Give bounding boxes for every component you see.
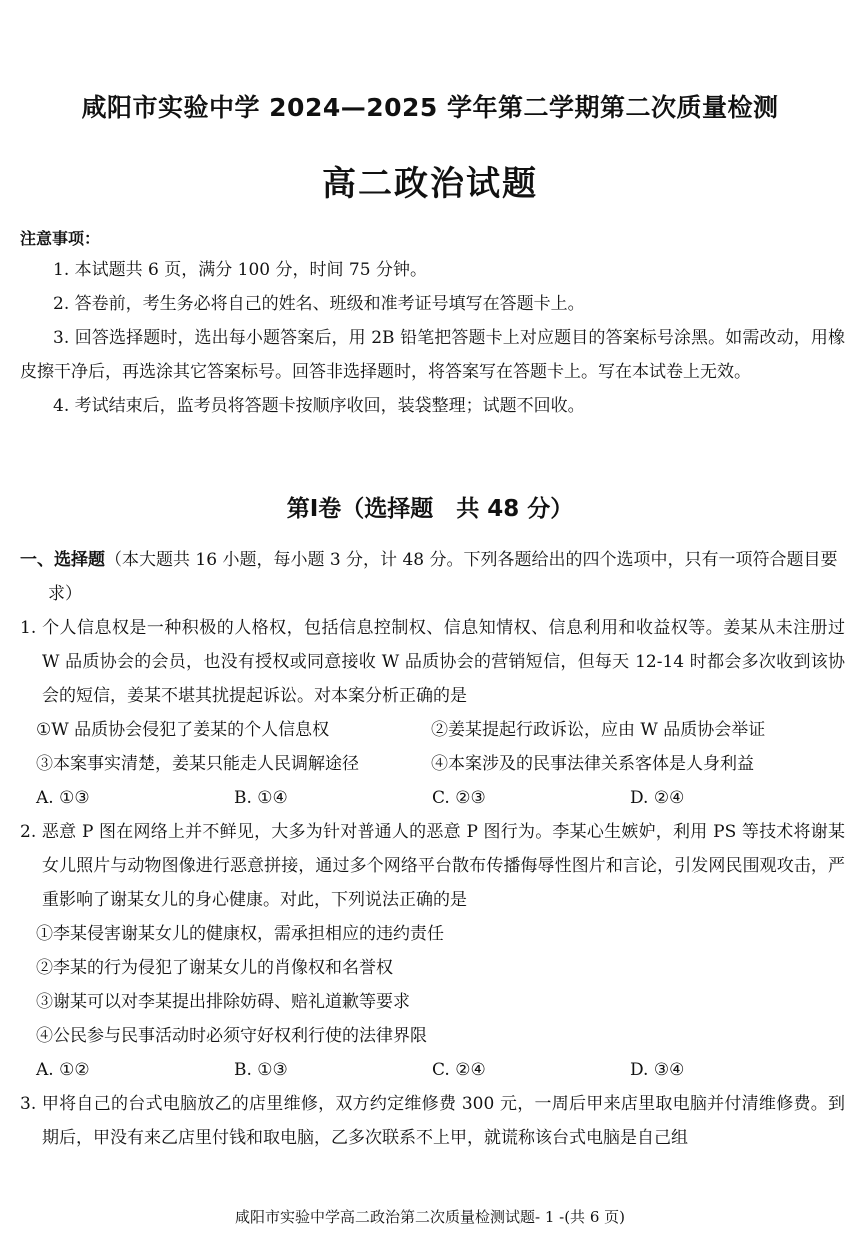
question-stem: 2. 恶意 P 图在网络上并不鲜见，大多为针对普通人的恶意 P 图行为。李某心生嫉妒，利用 PS 等技术将谢某女儿照片与动物图像进行恶意拼接，通过多个网络平台散布传播侮辱性图片和言论，引发网民围观攻击，严重影响了谢某女儿的身心健康。对此，下列说法正确的是 [20,822,845,910]
question-options [36,713,845,781]
notes-list [20,253,845,423]
school-title: 咸阳市实验中学 2024—2025 学年第二学期第二次质量检测 [81,93,779,122]
choice-d: D. ②④ [630,788,685,808]
choice-a: A. ①② [36,1060,90,1080]
choice-d: D. ③④ [630,1060,685,1080]
option-item: ③谢某可以对李某提出排除妨碍、赔礼道歉等要求 [36,992,410,1012]
section-label: 一、选择题 [20,550,105,570]
question-stem: 3. 甲将自己的台式电脑放乙的店里维修，双方约定维修费 300 元，一周后甲来店里取电脑并付清维修费。到期后，甲没有来乙店里付钱和取电脑，乙多次联系不上甲，就谎称该台式电脑是自己组 [20,1094,845,1148]
exam-title: 高二政治试题 [322,164,538,204]
choice-section [20,543,845,1155]
option-item: ②姜某提起行政诉讼，应由 W 品质协会举证 [431,720,766,740]
option-item: ③本案事实清楚，姜某只能走人民调解途径 [36,754,359,774]
option-item: ②李某的行为侵犯了谢某女儿的肖像权和名誉权 [36,958,393,978]
notes-heading: 注意事项： [20,229,101,248]
question-options [36,917,845,1053]
page-footer: 咸阳市实验中学高二政治第二次质量检测试题- 1 -(共 6 页) [234,1208,625,1226]
note-item: 2. 答卷前，考生务必将自己的姓名、班级和准考证号填写在答题卡上。 [53,294,585,314]
choice-c: C. ②③ [432,788,486,808]
note-item: 4. 考试结束后，监考员将答题卡按顺序收回，装袋整理；试题不回收。 [53,396,585,416]
answer-choices [36,1053,845,1087]
section-description: （本大题共 16 小题，每小题 3 分，计 48 分。下列各题给出的四个选项中，只有一项符合题目要求） [48,550,838,604]
option-item: ④公民参与民事活动时必须守好权利行使的法律界限 [36,1026,427,1046]
option-item: ④本案涉及的民事法律关系客体是人身利益 [431,754,754,774]
answer-choices [36,781,845,815]
choice-b: B. ①④ [234,788,288,808]
choice-b: B. ①③ [234,1060,288,1080]
note-item: 1. 本试题共 6 页，满分 100 分，时间 75 分钟。 [53,260,427,280]
question-stem: 1. 个人信息权是一种积极的人格权，包括信息控制权、信息知情权、信息利用和收益权等。姜某从未注册过 W 品质协会的会员，也没有授权或同意接收 W 品质协会的营销短信，但每天 12-14 时都会多次收到该协会的短信，姜某不堪其扰提起诉讼。对本案分析正确的是 [20,618,845,706]
option-item: ①李某侵害谢某女儿的健康权，需承担相应的违约责任 [36,924,444,944]
section-heading [20,543,845,611]
part-title: 第Ⅰ卷（选择题 共 48 分） [286,496,574,522]
choice-c: C. ②④ [432,1060,486,1080]
option-item: ①W 品质协会侵犯了姜某的个人信息权 [36,720,330,740]
choice-a: A. ①③ [36,788,90,808]
note-item: 3. 回答选择题时，选出每小题答案后，用 2B 铅笔把答题卡上对应题目的答案标号涂黑。如需改动，用橡皮擦干净后，再选涂其它答案标号。回答非选择题时，将答案写在答题卡上。写在本试卷上无效。 [20,328,845,382]
